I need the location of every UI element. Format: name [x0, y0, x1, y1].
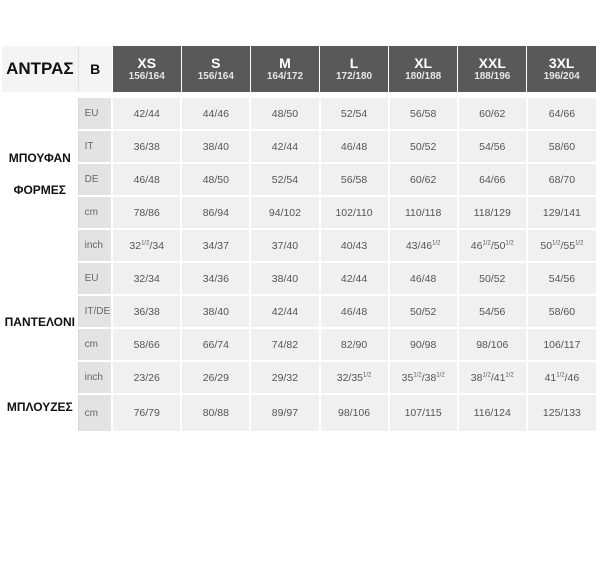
size-name: M	[279, 55, 291, 71]
size-value-cell: 34/36	[181, 262, 250, 295]
size-value-cell: 32/34	[112, 262, 181, 295]
size-header-xxl	[458, 46, 527, 92]
size-value-cell: 46/48	[320, 295, 389, 328]
size-value-cell: 40/43	[320, 229, 389, 262]
size-value-cell: 60/62	[458, 98, 527, 130]
size-value-cell: 37/40	[250, 229, 319, 262]
size-value-cell: 125/133	[527, 394, 596, 432]
size-value-cell: 106/117	[527, 328, 596, 361]
size-range: 156/164	[197, 71, 234, 82]
size-table	[2, 46, 596, 433]
size-value-cell: 94/102	[250, 196, 319, 229]
size-value-cell: $43/46^{1/2}$	[389, 229, 458, 262]
size-value-cell: 58/60	[527, 295, 596, 328]
size-value-cell: 42/44	[320, 262, 389, 295]
size-range: 172/180	[335, 71, 373, 82]
size-value-cell: 58/66	[112, 328, 181, 361]
table-row	[2, 295, 596, 328]
size-header-l	[320, 46, 389, 92]
size-value-cell: 98/106	[458, 328, 527, 361]
size-header-m	[250, 46, 319, 92]
half-superscript: 1/2	[575, 240, 584, 246]
table-row	[2, 262, 596, 295]
table-row	[2, 328, 596, 361]
header-row	[2, 46, 596, 92]
unit-label: cm	[78, 394, 112, 432]
size-value-cell: 56/58	[389, 98, 458, 130]
table-row	[2, 163, 596, 196]
half-superscript: 1/2	[363, 372, 372, 378]
unit-label: cm	[78, 328, 112, 361]
category-line: ΦΟΡΜΕΣ	[13, 183, 66, 197]
unit-label: EU	[78, 262, 112, 295]
table-row	[2, 394, 596, 432]
size-name: S	[211, 55, 221, 71]
unit-label: inch	[78, 361, 112, 394]
size-value-cell: 50/52	[458, 262, 527, 295]
size-value-cell: 38/40	[181, 130, 250, 163]
category-label	[2, 98, 78, 262]
size-value-cell: 56/58	[320, 163, 389, 196]
size-name: XL	[414, 55, 433, 71]
half-superscript: 1/2	[505, 372, 514, 378]
size-value-cell: 48/50	[250, 98, 319, 130]
size-range: 196/204	[543, 71, 580, 82]
table-title: ΑΝΤΡΑΣ	[2, 46, 78, 92]
table-row	[2, 196, 596, 229]
size-value-cell: 38/40	[250, 262, 319, 295]
size-value-cell: 68/70	[527, 163, 596, 196]
table-row	[2, 229, 596, 262]
size-value-cell: $32/35^{1/2}$	[320, 361, 389, 394]
size-value-cell: 129/141	[527, 196, 596, 229]
category-line: ΜΠΛΟΥΖΕΣ	[6, 400, 73, 414]
size-value-cell: 26/29	[181, 361, 250, 394]
unit-label: DE	[78, 163, 112, 196]
half-superscript: 1/2	[413, 372, 422, 378]
size-value-cell: 102/110	[320, 196, 389, 229]
size-value-cell: 80/88	[181, 394, 250, 432]
category-label	[2, 394, 78, 432]
size-name: 3XL	[548, 55, 575, 71]
size-value-cell: 89/97	[250, 394, 319, 432]
half-superscript: 1/2	[505, 240, 514, 246]
size-value-cell: 38/40	[181, 295, 250, 328]
unit-label: inch	[78, 229, 112, 262]
size-header-xl	[389, 46, 458, 92]
size-value-cell: 50/52	[389, 295, 458, 328]
size-value-cell: 50/52	[389, 130, 458, 163]
size-value-cell: $41^{1/2}/46$	[527, 361, 596, 394]
size-value-cell: 107/115	[389, 394, 458, 432]
size-value-cell: $46^{1/2}/50^{1/2}$	[458, 229, 527, 262]
size-value-cell: 118/129	[458, 196, 527, 229]
size-value-cell: 46/48	[320, 130, 389, 163]
size-value-cell: 48/50	[181, 163, 250, 196]
size-value-cell: $38^{1/2}/41^{1/2}$	[458, 361, 527, 394]
unit-label: IT/DE	[78, 295, 112, 328]
size-value-cell: 58/60	[527, 130, 596, 163]
unit-label: IT	[78, 130, 112, 163]
size-range: 156/164	[128, 71, 165, 82]
size-value-cell: 64/66	[458, 163, 527, 196]
size-value-cell: 54/56	[527, 262, 596, 295]
size-value-cell: 78/86	[112, 196, 181, 229]
category-line: ΠΑΝΤΕΛΟΝΙ	[4, 315, 75, 329]
size-value-cell: 60/62	[389, 163, 458, 196]
unit-label: cm	[78, 196, 112, 229]
size-chart	[2, 46, 596, 433]
size-value-cell: $32^{1/2}/34$	[112, 229, 181, 262]
table-body	[2, 98, 596, 432]
half-superscript: 1/2	[482, 240, 491, 246]
size-value-cell: $50^{1/2}/55^{1/2}$	[527, 229, 596, 262]
size-value-cell: 42/44	[250, 295, 319, 328]
size-name: XS	[137, 55, 157, 71]
half-superscript: 1/2	[141, 240, 150, 246]
size-name: L	[349, 55, 359, 71]
unit-label: EU	[78, 98, 112, 130]
size-value-cell: 82/90	[320, 328, 389, 361]
size-value-cell: 44/46	[181, 98, 250, 130]
half-superscript: 1/2	[436, 372, 445, 378]
size-value-cell: 74/82	[250, 328, 319, 361]
size-value-cell: 64/66	[527, 98, 596, 130]
size-value-cell: 76/79	[112, 394, 181, 432]
size-value-cell: 116/124	[458, 394, 527, 432]
size-value-cell: 110/118	[389, 196, 458, 229]
size-value-cell: 36/38	[112, 130, 181, 163]
size-value-cell: 54/56	[458, 295, 527, 328]
table-row	[2, 361, 596, 394]
size-value-cell: 29/32	[250, 361, 319, 394]
size-value-cell: 23/26	[112, 361, 181, 394]
category-label	[2, 262, 78, 394]
size-value-cell: $35^{1/2}/38^{1/2}$	[389, 361, 458, 394]
size-value-cell: 42/44	[112, 98, 181, 130]
b-label: B	[78, 46, 112, 92]
size-value-cell: 90/98	[389, 328, 458, 361]
half-superscript: 1/2	[556, 372, 565, 378]
size-value-cell: 98/106	[320, 394, 389, 432]
table-row	[2, 130, 596, 163]
size-header-xs	[112, 46, 181, 92]
size-value-cell: 46/48	[389, 262, 458, 295]
size-range: 188/196	[474, 71, 511, 82]
size-header-3xl	[527, 46, 596, 92]
size-range: 164/172	[266, 71, 304, 82]
size-range: 180/188	[405, 71, 442, 82]
size-value-cell: 46/48	[112, 163, 181, 196]
category-line: ΜΠΟΥΦΑΝ	[8, 151, 71, 165]
size-value-cell: 54/56	[458, 130, 527, 163]
size-value-cell: 34/37	[181, 229, 250, 262]
size-value-cell: 66/74	[181, 328, 250, 361]
half-superscript: 1/2	[432, 240, 441, 246]
size-name: XXL	[478, 55, 506, 71]
size-header-s	[181, 46, 250, 92]
size-value-cell: 52/54	[250, 163, 319, 196]
size-value-cell: 36/38	[112, 295, 181, 328]
size-value-cell: 42/44	[250, 130, 319, 163]
table-row	[2, 98, 596, 130]
half-superscript: 1/2	[552, 240, 561, 246]
half-superscript: 1/2	[482, 372, 491, 378]
size-value-cell: 86/94	[181, 196, 250, 229]
size-value-cell: 52/54	[320, 98, 389, 130]
